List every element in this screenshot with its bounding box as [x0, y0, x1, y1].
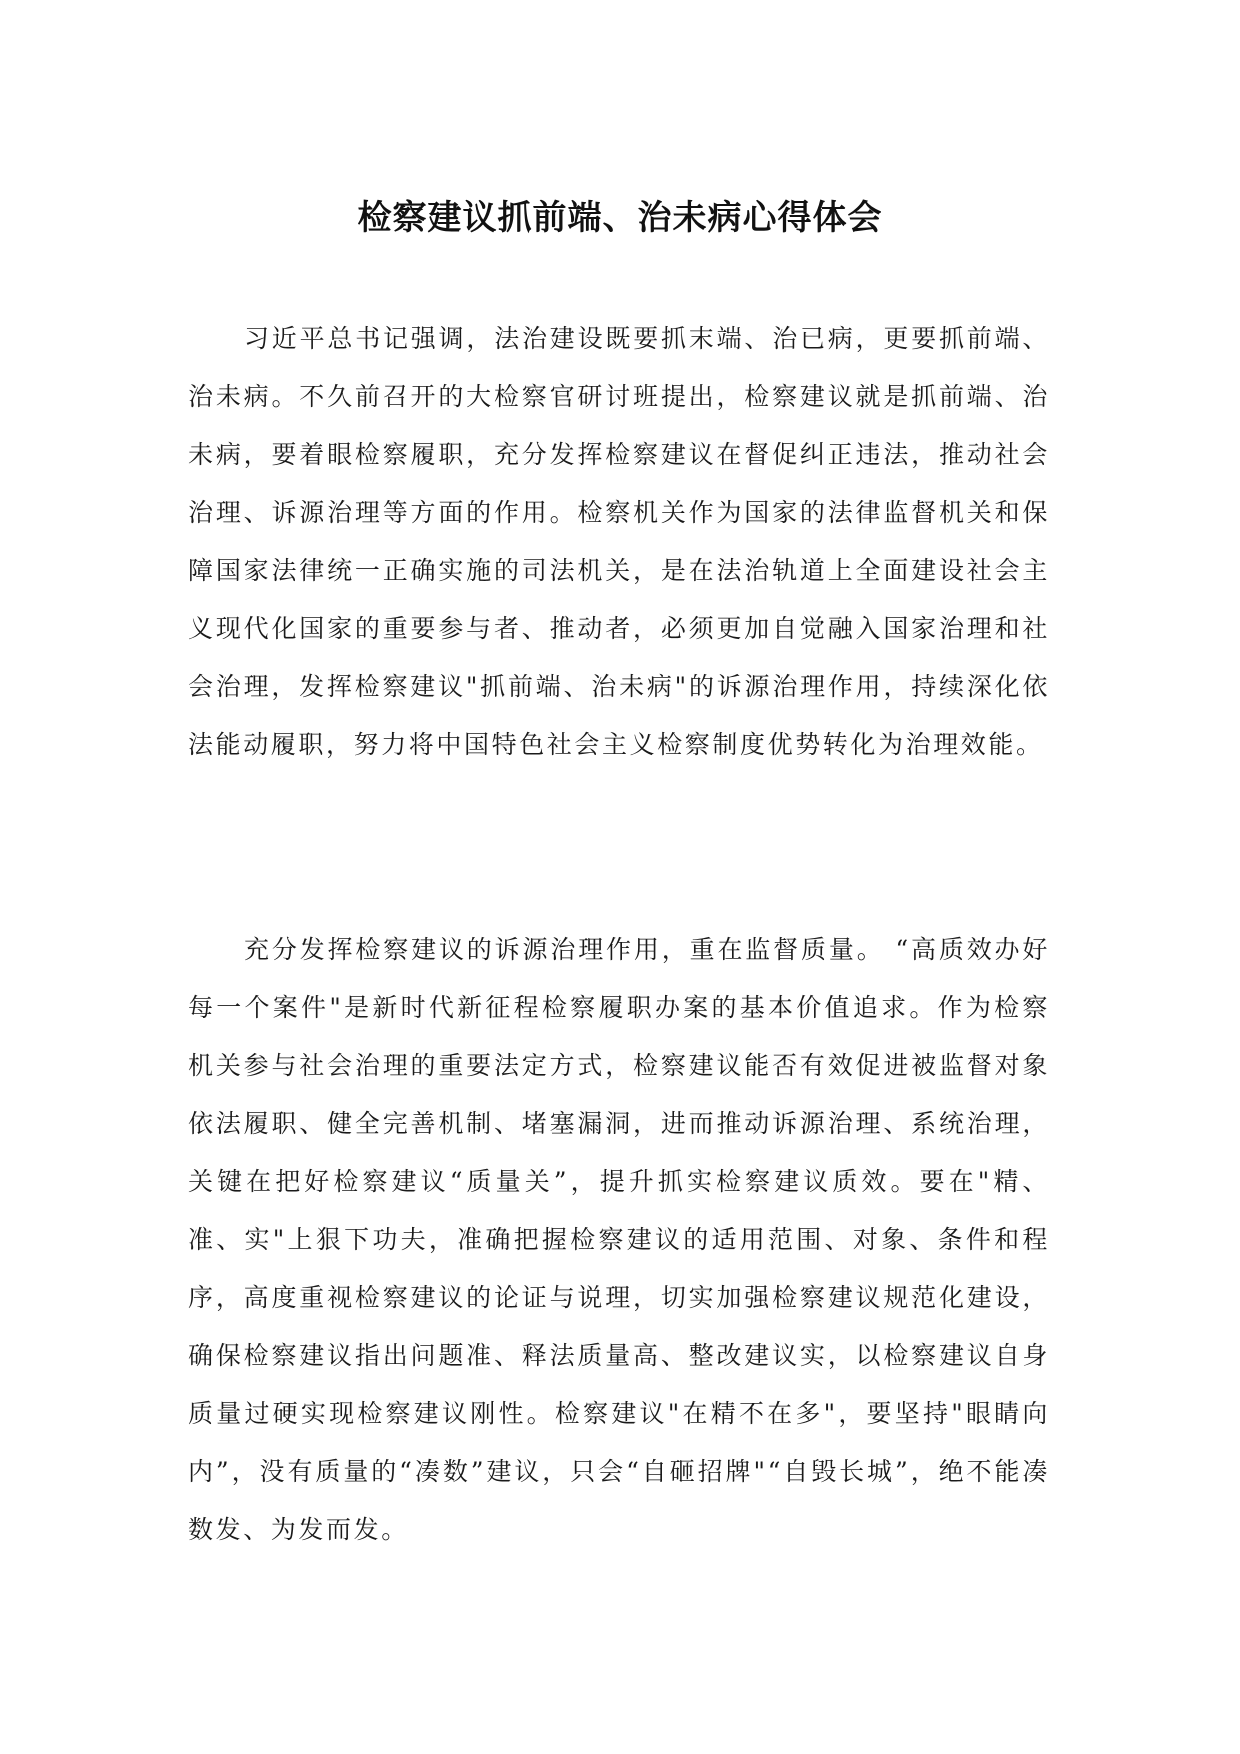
body-paragraph-1: 习近平总书记强调，法治建设既要抓末端、治已病，更要抓前端、治未病。不久前召开的大检察官研讨班提出，检察建议就是抓前端、治未病，要着眼检察履职，充分发挥检察建议在督促纠正违法，推动社会治理、诉源治理等方面的作用。检察机关作为国家的法律监督机关和保障国家法律统一正确实施的司法机关，是在法治轨道上全面建设社会主义现代化国家的重要参与者、推动者，必须更加自觉融入国家治理和社会治理，发挥检察建议"抓前端、治未病"的诉源治理作用，持续深化依法能动履职，努力将中国特色社会主义检察制度优势转化为治理效能。: [188, 324, 1050, 759]
document-title: 检察建议抓前端、治未病心得体会: [357, 198, 883, 238]
body-paragraph-2: 充分发挥检察建议的诉源治理作用，重在监督质量。 “高质效办好每一个案件"是新时代新征程检察履职办案的基本价值追求。作为检察机关参与社会治理的重要法定方式，检察建议能否有效促进被监督对象依法履职、健全完善机制、堵塞漏洞，进而推动诉源治理、系统治理，关键在把好检察建议“质量关”，提升抓实检察建议质效。要在"精、准、实"上狠下功夫，准确把握检察建议的适用范围、对象、条件和程序，高度重视检察建议的论证与说理，切实加强检察建议规范化建设，确保检察建议指出问题准、释法质量高、整改建议实，以检察建议自身质量过硬实现检察建议刚性。检察建议"在精不在多"，要坚持"眼睛向内”，没有质量的“凑数”建议，只会“自砸招牌"“自毁长城”，绝不能凑数发、为发而发。: [188, 935, 1050, 1544]
